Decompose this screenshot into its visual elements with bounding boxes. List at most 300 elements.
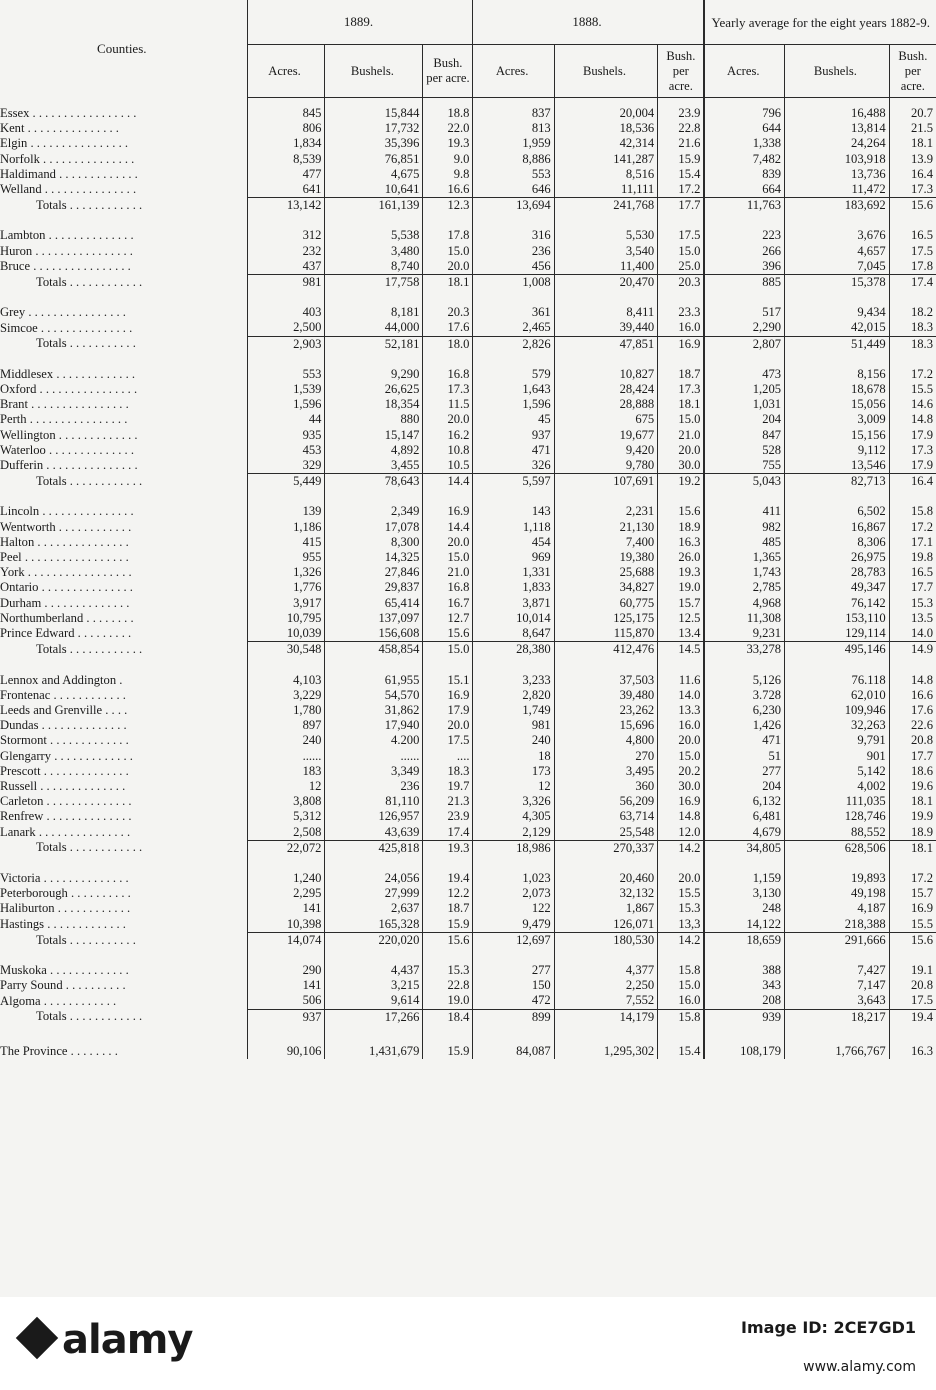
acres-average-cell: 885 [704,275,784,291]
bush-per-acre-1888-cell: 15.8 [658,1009,705,1025]
bush-per-acre-average-cell: 17.4 [889,275,936,291]
bush-per-acre-1888-cell: 25.0 [658,259,705,275]
bushels-average-cell: 5,142 [785,764,890,779]
bush-per-acre-1889-cell: 10.5 [423,458,473,474]
acres-1888-cell: 326 [473,458,554,474]
bush-per-acre-1888-cell: 23.3 [658,305,705,320]
bushels-1889-cell: 2,637 [325,901,423,916]
bush-per-acre-1889-cell: 20.0 [423,412,473,427]
bushels-1888-cell: 7,552 [554,993,658,1009]
bush-per-acre-1889-cell: 15.3 [423,963,473,978]
county-label: Northumberland [0,610,84,625]
bush-per-acre-1889-cell: 23.9 [423,809,473,824]
county-name [0,167,247,182]
acres-1888-cell: 646 [473,182,554,198]
bush-per-acre-average-cell: 17.2 [889,520,936,535]
leader-dots: . [116,672,123,687]
bush-per-acre-1889-cell: 20.0 [423,535,473,550]
leader-dots: . . . . . . . . . . . . [54,901,131,916]
leader-dots: . . . . . . . . . . . . [55,519,132,534]
leader-dots: . . . . . . . . . . . . [50,687,126,702]
bushels-1888-cell: 20,460 [554,871,658,886]
bushels-1888-cell: 141,287 [554,152,658,167]
acres-1888-cell: 1,643 [473,382,554,397]
bush-per-acre-1888-cell: 14.8 [658,809,705,824]
county-name [0,443,247,458]
acres-average-cell: 839 [704,167,784,182]
acres-1889-cell: 506 [247,993,325,1009]
table-row [0,367,936,382]
acres-1888-cell: 236 [473,244,554,259]
bush-per-acre-average-cell: 15.7 [889,886,936,901]
county-name [0,550,247,565]
bushels-average-cell: 4,002 [785,779,890,794]
totals-row [0,932,936,948]
acres-1888-cell: 1,008 [473,275,554,291]
acres-1889-cell: 1,539 [247,382,325,397]
county-name [0,228,247,243]
acres-average-cell: 1,365 [704,550,784,565]
bush-per-acre-header: Bush. per acre. [889,45,936,98]
table-row [0,228,936,243]
acres-1888-cell: 240 [473,733,554,748]
county-name [0,182,247,198]
acres-average-cell: 2,785 [704,580,784,595]
bushels-average-cell: 42,015 [785,320,890,336]
bushels-1889-cell: 4,892 [325,443,423,458]
bushels-average-cell: 76.118 [785,673,890,688]
acres-average-cell: 939 [704,1009,784,1025]
acres-1888-cell: 10,014 [473,611,554,626]
bushels-1888-cell: 37,503 [554,673,658,688]
table-row [0,565,936,580]
bushels-average-cell: 291,666 [785,932,890,948]
leader-dots: . . . . . . . . . . . . . . . . [26,412,128,427]
bush-per-acre-1889-cell: 17.5 [423,733,473,748]
acres-1888-cell: 981 [473,718,554,733]
county-name [0,382,247,397]
spacer-row [0,352,936,367]
bush-per-acre-average-cell: 18.6 [889,764,936,779]
bushels-1888-cell: 2,231 [554,504,658,519]
county-label: Halton [0,534,35,549]
bush-per-acre-1888-cell: 13.3 [658,703,705,718]
bush-per-acre-1888-cell: 15.8 [658,963,705,978]
county-name [0,367,247,382]
bushels-average-cell: 24,264 [785,136,890,151]
bushels-1889-cell: 8,300 [325,535,423,550]
bushels-1888-cell: 42,314 [554,136,658,151]
bush-per-acre-1888-cell: 15.7 [658,596,705,611]
county-name [0,136,247,151]
acres-1888-cell: 143 [473,504,554,519]
acres-1889-cell: 437 [247,259,325,275]
bush-per-acre-1889-cell: 15.9 [423,917,473,933]
bush-per-acre-average-cell: 15.6 [889,198,936,214]
acres-average-cell: 471 [704,733,784,748]
bushels-1889-cell: 14,325 [325,550,423,565]
bushels-1889-cell: 4,675 [325,167,423,182]
bushels-1888-cell: 4,377 [554,963,658,978]
acres-1888-cell: 122 [473,901,554,916]
county-label: Totals [36,642,67,657]
acres-1888-cell: 9,479 [473,917,554,933]
county-name [0,688,247,703]
bushels-average-cell: 15,378 [785,275,890,291]
bushels-average-cell: 19,893 [785,871,890,886]
county-label: Bruce [0,259,31,274]
county-name [0,565,247,580]
bush-per-acre-1888-cell: 13.4 [658,626,705,642]
bushels-1889-cell: 4.200 [325,733,423,748]
county-label: Totals [36,274,67,289]
acres-1888-cell: 1,959 [473,136,554,151]
acres-1889-cell: 183 [247,764,325,779]
bushels-1889-cell: 44,000 [325,320,423,336]
bush-per-acre-1888-cell: 16.9 [658,336,705,352]
acres-average-cell: 1,159 [704,871,784,886]
bushels-1889-cell: 161,139 [325,198,423,214]
bushels-1888-cell: 7,400 [554,535,658,550]
bush-per-acre-1888-cell: 19.3 [658,565,705,580]
county-name [0,98,247,122]
bush-per-acre-1888-cell: 20.2 [658,764,705,779]
bush-per-acre-average-cell: 13.9 [889,152,936,167]
leader-dots: . . . . . . . . . . . . . . . [41,182,137,197]
acres-1889-cell: 14,074 [247,932,325,948]
acres-average-cell: 223 [704,228,784,243]
bush-per-acre-1889-cell: 18.0 [423,336,473,352]
bush-per-acre-1889-cell: 22.0 [423,121,473,136]
acres-1888-cell: 471 [473,443,554,458]
bush-per-acre-1889-cell: 20.0 [423,718,473,733]
county-name [0,504,247,519]
bush-per-acre-1889-cell: 12.7 [423,611,473,626]
bushels-average-cell: 6,502 [785,504,890,519]
acres-1889-cell: 2,295 [247,886,325,901]
leader-dots: . . . . . . . . . . . . . [46,733,129,748]
table-row [0,764,936,779]
alamy-logo-icon [16,1317,58,1359]
county-name [0,963,247,978]
bush-per-acre-1888-cell: 11.6 [658,673,705,688]
table-row [0,718,936,733]
bushels-1888-cell: 47,851 [554,336,658,352]
acres-1888-cell: 150 [473,978,554,993]
bush-per-acre-1888-cell: 13,3 [658,917,705,933]
acres-1889-cell: 90,106 [247,1040,325,1059]
bushels-1888-cell: 63,714 [554,809,658,824]
county-label: Middlesex [0,366,54,381]
bush-per-acre-1888-cell: 16.3 [658,535,705,550]
acres-1888-cell: 1,331 [473,565,554,580]
bushels-average-cell: 18,217 [785,1009,890,1025]
table-row [0,535,936,550]
bush-per-acre-1888-cell: 15.9 [658,152,705,167]
county-name [0,198,247,214]
leader-dots: . . . . . . . . . . . . . . [45,228,134,243]
bush-per-acre-1889-cell: 9.0 [423,152,473,167]
table-row [0,825,936,841]
bushels-1888-cell: 60,775 [554,596,658,611]
acres-average-cell: 644 [704,121,784,136]
table-row [0,963,936,978]
acres-1889-cell: 415 [247,535,325,550]
bushels-1889-cell: 5,538 [325,228,423,243]
bush-per-acre-average-cell: 16.6 [889,688,936,703]
acres-header: Acres. [704,45,784,98]
county-label: Algoma [0,993,41,1008]
leader-dots: . . . . . . . . . . . . . . . [35,824,131,839]
bushels-1889-cell: 156,608 [325,626,423,642]
table-row [0,626,936,642]
county-name [0,779,247,794]
bushels-average-cell: 11,472 [785,182,890,198]
county-label: Norfolk [0,151,40,166]
table-row [0,703,936,718]
bushels-1888-cell: 25,548 [554,825,658,841]
bushels-1888-cell: 19,677 [554,428,658,443]
acres-1888-cell: 1,118 [473,520,554,535]
county-label: Wellington [0,427,56,442]
acres-1888-cell: 837 [473,98,554,122]
county-label: Perth [0,412,27,427]
bush-per-acre-average-cell: 17.2 [889,367,936,382]
leader-dots: . . . . . . . . . . . . . . . [43,458,138,473]
bushels-1888-cell: 9,420 [554,443,658,458]
bushels-1889-cell: 126,957 [325,809,423,824]
acres-1889-cell: 1,776 [247,580,325,595]
bush-per-acre-average-cell: 16.5 [889,565,936,580]
table-row [0,688,936,703]
acres-1888-cell: 1,833 [473,580,554,595]
acres-1889-cell: 13,142 [247,198,325,214]
bushels-1888-cell: 15,696 [554,718,658,733]
acres-average-cell: 528 [704,443,784,458]
acres-average-cell: 6,132 [704,794,784,809]
bush-per-acre-average-cell: 22.6 [889,718,936,733]
bushels-1889-cell: 17,940 [325,718,423,733]
table-row [0,978,936,993]
bushels-1889-cell: 27,846 [325,565,423,580]
bush-per-acre-1889-cell: 21.0 [423,565,473,580]
bush-per-acre-1888-cell: 20.0 [658,733,705,748]
county-label: Totals [36,336,67,351]
acres-1888-cell: 12,697 [473,932,554,948]
acres-1888-cell: 3,326 [473,794,554,809]
bush-per-acre-average-cell: 18.9 [889,825,936,841]
table-row [0,305,936,320]
bush-per-acre-average-cell: 15.8 [889,504,936,519]
acres-1889-cell: 453 [247,443,325,458]
acres-average-cell: 1,031 [704,397,784,412]
table-row [0,121,936,136]
bush-per-acre-1889-cell: 21.3 [423,794,473,809]
bush-per-acre-1889-cell: 15.0 [423,550,473,565]
bush-per-acre-average-cell: 19.8 [889,550,936,565]
bushels-average-cell: 13,546 [785,458,890,474]
leader-dots: . . . . . . . . . . . . . [55,166,138,181]
average-header: Yearly average for the eight years 1882-9. [704,0,936,45]
bushels-1889-cell: 52,181 [325,336,423,352]
bush-per-acre-1889-cell: 16.6 [423,182,473,198]
county-name [0,580,247,595]
bushels-1888-cell: 11,400 [554,259,658,275]
spacer-row [0,658,936,673]
bush-per-acre-1889-cell: 15.0 [423,244,473,259]
county-name [0,733,247,748]
bushels-header: Bushels. [785,45,890,98]
county-label: Glengarry [0,748,52,763]
bush-per-acre-average-cell: 17.7 [889,749,936,764]
bush-per-acre-1889-cell: 17.6 [423,320,473,336]
county-label: Huron [0,243,33,258]
acres-1888-cell: 12 [473,779,554,794]
bush-per-acre-average-cell: 16.4 [889,474,936,490]
bush-per-acre-1888-cell: 17.3 [658,382,705,397]
bushels-1888-cell: 412,476 [554,642,658,658]
county-label: Totals [36,932,67,947]
county-name [0,673,247,688]
leader-dots: . . . . . . . . . . . . . . . . . [21,550,129,565]
bushels-1889-cell: 18,354 [325,397,423,412]
totals-row [0,474,936,490]
bush-per-acre-1888-cell: 14.5 [658,642,705,658]
bush-per-acre-1888-cell: 21.6 [658,136,705,151]
bushels-average-cell: 76,142 [785,596,890,611]
county-name [0,535,247,550]
bushels-1889-cell: 8,181 [325,305,423,320]
bushels-1888-cell: 107,691 [554,474,658,490]
acres-1888-cell: 5,597 [473,474,554,490]
bush-per-acre-1888-cell: 17.2 [658,182,705,198]
bush-per-acre-average-cell: 18.1 [889,840,936,856]
bushels-average-cell: 183,692 [785,198,890,214]
acres-1888-cell: 8,886 [473,152,554,167]
bush-per-acre-1888-cell: 18.1 [658,397,705,412]
bushels-1888-cell: 32,132 [554,886,658,901]
county-label: Grey [0,305,26,320]
bushels-1888-cell: 14,179 [554,1009,658,1025]
bushels-1889-cell: 3,349 [325,764,423,779]
acres-average-cell: 248 [704,901,784,916]
acres-average-cell: 1,338 [704,136,784,151]
acres-average-cell: 473 [704,367,784,382]
bushels-average-cell: 18,678 [785,382,890,397]
acres-average-cell: 847 [704,428,784,443]
acres-average-cell: 208 [704,993,784,1009]
bush-per-acre-average-cell: 15.5 [889,382,936,397]
bushels-1889-cell: 54,570 [325,688,423,703]
bush-per-acre-1888-cell: 17.5 [658,228,705,243]
bush-per-acre-average-cell: 17.1 [889,535,936,550]
bush-per-acre-average-cell: 17.9 [889,428,936,443]
county-label: Hastings [0,916,45,931]
acres-average-cell: 755 [704,458,784,474]
leader-dots: . . . . . . . . . . . . . . . [37,320,133,335]
county-label: Frontenac [0,687,51,702]
bush-per-acre-1889-cell: 18.4 [423,1009,473,1025]
bush-per-acre-1888-cell: 15.0 [658,978,705,993]
bushels-average-cell: 62,010 [785,688,890,703]
leader-dots: . . . . . . . . . . . . . . . . [27,136,129,151]
acres-1888-cell: 18 [473,749,554,764]
acres-1888-cell: 316 [473,228,554,243]
bushels-1888-cell: 1,867 [554,901,658,916]
bush-per-acre-average-cell: 17.8 [889,259,936,275]
county-label: Waterloo [0,442,46,457]
totals-row [0,275,936,291]
bush-per-acre-header: Bush. per acre. [423,45,473,98]
bushels-1888-cell: 3,540 [554,244,658,259]
county-name [0,121,247,136]
bush-per-acre-1888-cell: 15.0 [658,244,705,259]
bushels-1889-cell: 9,614 [325,993,423,1009]
bushels-average-cell: 901 [785,749,890,764]
acres-1889-cell: 232 [247,244,325,259]
acres-average-cell: 6,481 [704,809,784,824]
bushels-average-cell: 111,035 [785,794,890,809]
acres-1888-cell: 969 [473,550,554,565]
acres-1888-cell: 1,023 [473,871,554,886]
bushels-1888-cell: 25,688 [554,565,658,580]
image-id [741,1319,916,1338]
bush-per-acre-1888-cell: 15.5 [658,886,705,901]
leader-dots: . . . . . . . . . . . . . [44,916,126,931]
bush-per-acre-1888-cell: 20.0 [658,443,705,458]
table-row [0,673,936,688]
leader-dots: . . . . . . . . . . . . . . [43,809,132,824]
acres-1889-cell: 141 [247,901,325,916]
acres-average-cell: 388 [704,963,784,978]
bushels-1889-cell: 8,740 [325,259,423,275]
bushels-1889-cell: 137,097 [325,611,423,626]
bushels-1889-cell: 81,110 [325,794,423,809]
county-name [0,428,247,443]
leader-dots: . . . . . . . . . . . . . . [40,763,129,778]
acres-1889-cell: 22,072 [247,840,325,856]
county-name [0,871,247,886]
county-name [0,901,247,916]
acres-1888-cell: 2,129 [473,825,554,841]
acres-1889-cell: 955 [247,550,325,565]
acres-1889-cell: 1,240 [247,871,325,886]
acres-average-cell: 2,290 [704,320,784,336]
bushels-1889-cell: 27,999 [325,886,423,901]
county-label: York [0,565,25,580]
county-name [0,642,247,658]
bushels-1889-cell: 43,639 [325,825,423,841]
acres-1888-cell: 18,986 [473,840,554,856]
county-name [0,932,247,948]
bushels-average-cell: 129,114 [785,626,890,642]
county-name [0,611,247,626]
leader-dots: . . . . . . . . . . . . . . . . . [24,565,132,580]
bushels-1889-cell: 35,396 [325,136,423,151]
bushels-1889-cell: 61,955 [325,673,423,688]
acres-1888-cell: 1,749 [473,703,554,718]
bush-per-acre-average-cell: 17.7 [889,580,936,595]
counties-header: Counties. [97,41,147,57]
acres-1889-cell: 290 [247,963,325,978]
bushels-average-cell: 82,713 [785,474,890,490]
acres-1888-cell: 937 [473,428,554,443]
bushels-average-cell: 628,506 [785,840,890,856]
bush-per-acre-1889-cell: 16.9 [423,688,473,703]
leader-dots: . . . . [102,702,128,717]
bushels-average-cell: 3,676 [785,228,890,243]
acres-average-cell: 14,122 [704,917,784,933]
